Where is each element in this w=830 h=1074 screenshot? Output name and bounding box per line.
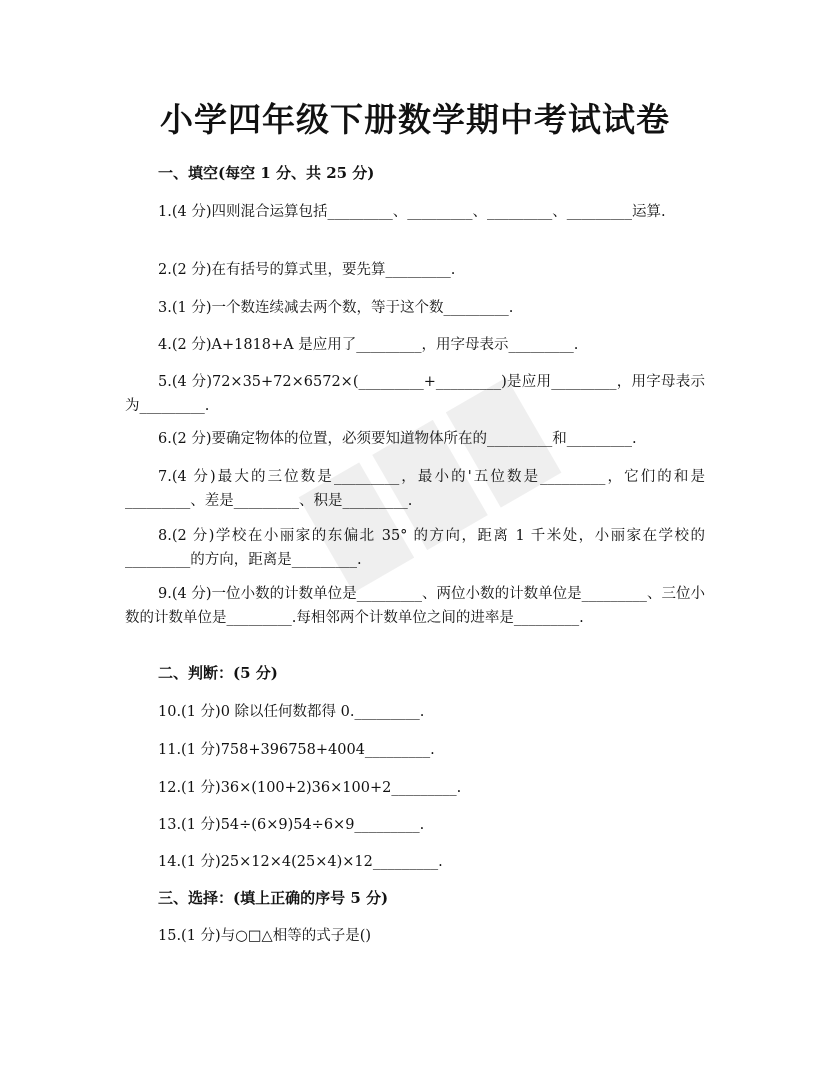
- page-title: 小学四年级下册数学期中考试试卷: [160, 100, 670, 139]
- section-heading-fill-blank: 一、填空(每空 1 分、共 25 分): [158, 164, 375, 182]
- question-12: 12.(1 分)36×(100+2)36×100+2_________.: [158, 780, 462, 796]
- question-5: 5.(4 分)72×35+72×6572×(_________+_________)是应用_________，用字母表示为_________.: [125, 374, 705, 414]
- question-3: 3.(1 分)一个数连续减去两个数，等于这个数_________.: [158, 300, 514, 316]
- question-4: 4.(2 分)A+1818+A 是应用了_________，用字母表示_________.: [158, 337, 579, 353]
- question-7: 7.(4 分)最大的三位数是_________，最小的'五位数是_________，它们的和是_________、差是_________、积是_________.: [125, 469, 705, 509]
- question-2: 2.(2 分)在有括号的算式里，要先算_________.: [158, 262, 456, 278]
- question-9: 9.(4 分)一位小数的计数单位是_________、两位小数的计数单位是_________、三位小数的计数单位是_________.每相邻两个计数单位之间的进率是_________.: [125, 586, 705, 626]
- section-heading-true-false: 二、判断：(5 分): [158, 664, 278, 682]
- section-heading-multiple-choice: 三、选择：(填上正确的序号 5 分): [158, 889, 389, 907]
- question-6: 6.(2 分)要确定物体的位置，必须要知道物体所在的_________和_________.: [158, 431, 637, 447]
- question-8: 8.(2 分)学校在小丽家的东偏北 35° 的方向，距离 1 千米处，小丽家在学校的_________的方向，距离是_________.: [125, 528, 705, 568]
- question-14: 14.(1 分)25×12×4(25×4)×12_________.: [158, 854, 443, 870]
- question-11: 11.(1 分)758+396758+4004_________.: [158, 742, 435, 758]
- question-10: 10.(1 分)0 除以任何数都得 0._________.: [158, 704, 425, 720]
- question-13: 13.(1 分)54÷(6×9)54÷6×9_________.: [158, 817, 425, 833]
- question-15: 15.(1 分)与○□△相等的式子是(): [158, 928, 372, 944]
- question-1: 1.(4 分)四则混合运算包括_________、_________、_________、_________运算.: [158, 204, 666, 220]
